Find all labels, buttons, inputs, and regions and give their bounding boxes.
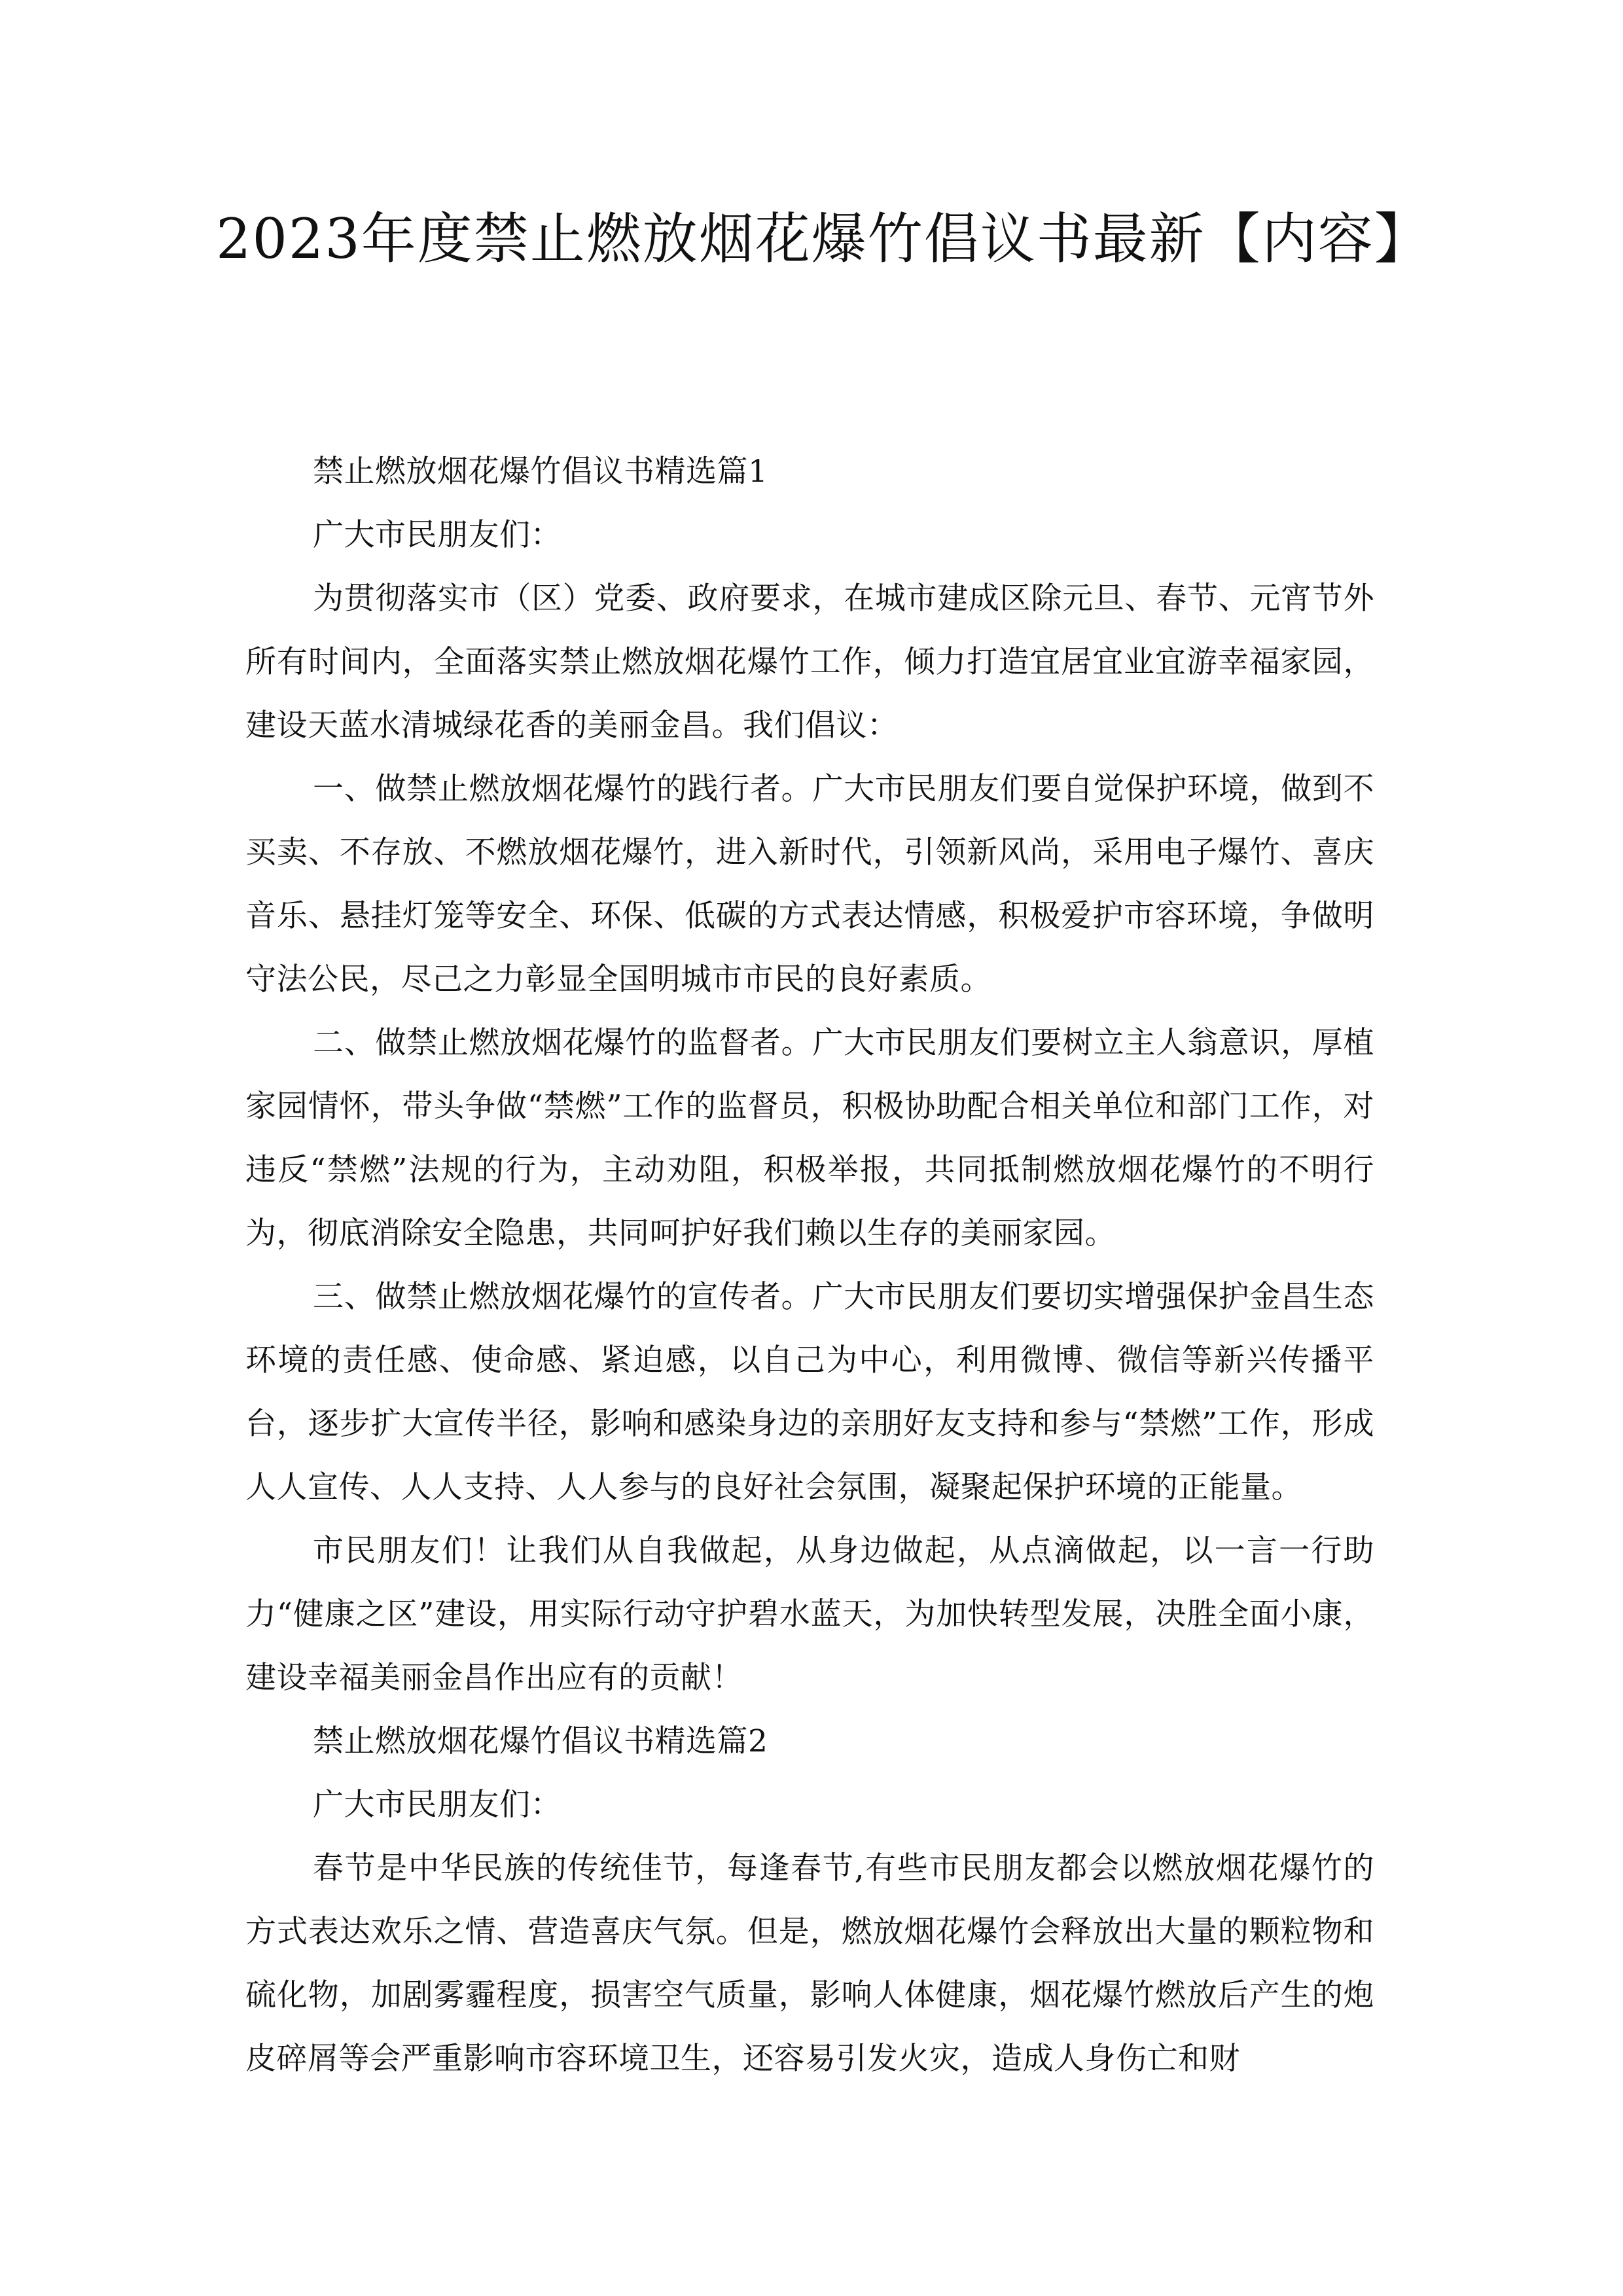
- paragraph: 三、做禁止燃放烟花爆竹的宣传者。广大市民朋友们要切实增强保护金昌生态环境的责任感、使命感、紧迫感，以自己为中心，利用微博、微信等新兴传播平台，逐步扩大宣传半径，影响和感染身边的亲朋好友支持和参与“禁燃”工作，形成人人宣传、人人支持、人人参与的良好社会氛围，凝聚起保护环境的正能量。: [245, 1279, 1374, 1505]
- paragraph: 一、做禁止燃放烟花爆竹的践行者。广大市民朋友们要自觉保护环境，做到不买卖、不存放、不燃放烟花爆竹，进入新时代，引领新风尚，采用电子爆竹、喜庆音乐、悬挂灯笼等安全、环保、低碳的方式表达情感，积极爱护市容环境，争做明守法公民，尽己之力彰显全国明城市市民的良好素质。: [245, 771, 1374, 997]
- section-heading: 禁止燃放烟花爆竹倡议书精选篇2: [313, 1723, 768, 1759]
- salutation: 广大市民朋友们：: [313, 1787, 562, 1823]
- section-heading: 禁止燃放烟花爆竹倡议书精选篇1: [313, 454, 768, 490]
- paragraph: 为贯彻落实市（区）党委、政府要求，在城市建成区除元旦、春节、元宵节外所有时间内，全面落实禁止燃放烟花爆竹工作，倾力打造宜居宜业宜游幸福家园，建设天蓝水清城绿花香的美丽金昌。我们倡议：: [245, 581, 1374, 744]
- paragraph: 春节是中华民族的传统佳节，每逢春节,有些市民朋友都会以燃放烟花爆竹的方式表达欢乐之情、营造喜庆气氛。但是，燃放烟花爆竹会释放出大量的颗粒物和硫化物，加剧雾霾程度，损害空气质量，影响人体健康，烟花爆竹燃放后产生的炮皮碎屑等会严重影响市容环境卫生，还容易引发火灾，造成人身伤亡和财: [245, 1850, 1374, 2077]
- document-title: 2023年度禁止燃放烟花爆竹倡议书最新【内容】: [216, 207, 1431, 271]
- paragraph: 市民朋友们！让我们从自我做起，从身边做起，从点滴做起，以一言一行助力“健康之区”建设，用实际行动守护碧水蓝天，为加快转型发展，决胜全面小康，建设幸福美丽金昌作出应有的贡献！: [245, 1533, 1374, 1696]
- salutation: 广大市民朋友们：: [313, 517, 562, 553]
- paragraph: 二、做禁止燃放烟花爆竹的监督者。广大市民朋友们要树立主人翁意识，厚植家园情怀，带头争做“禁燃”工作的监督员，积极协助配合相关单位和部门工作，对违反“禁燃”法规的行为，主动劝阻，积极举报，共同抵制燃放烟花爆竹的不明行为，彻底消除安全隐患，共同呵护好我们赖以生存的美丽家园。: [245, 1025, 1374, 1251]
- document-body: [245, 440, 1374, 2090]
